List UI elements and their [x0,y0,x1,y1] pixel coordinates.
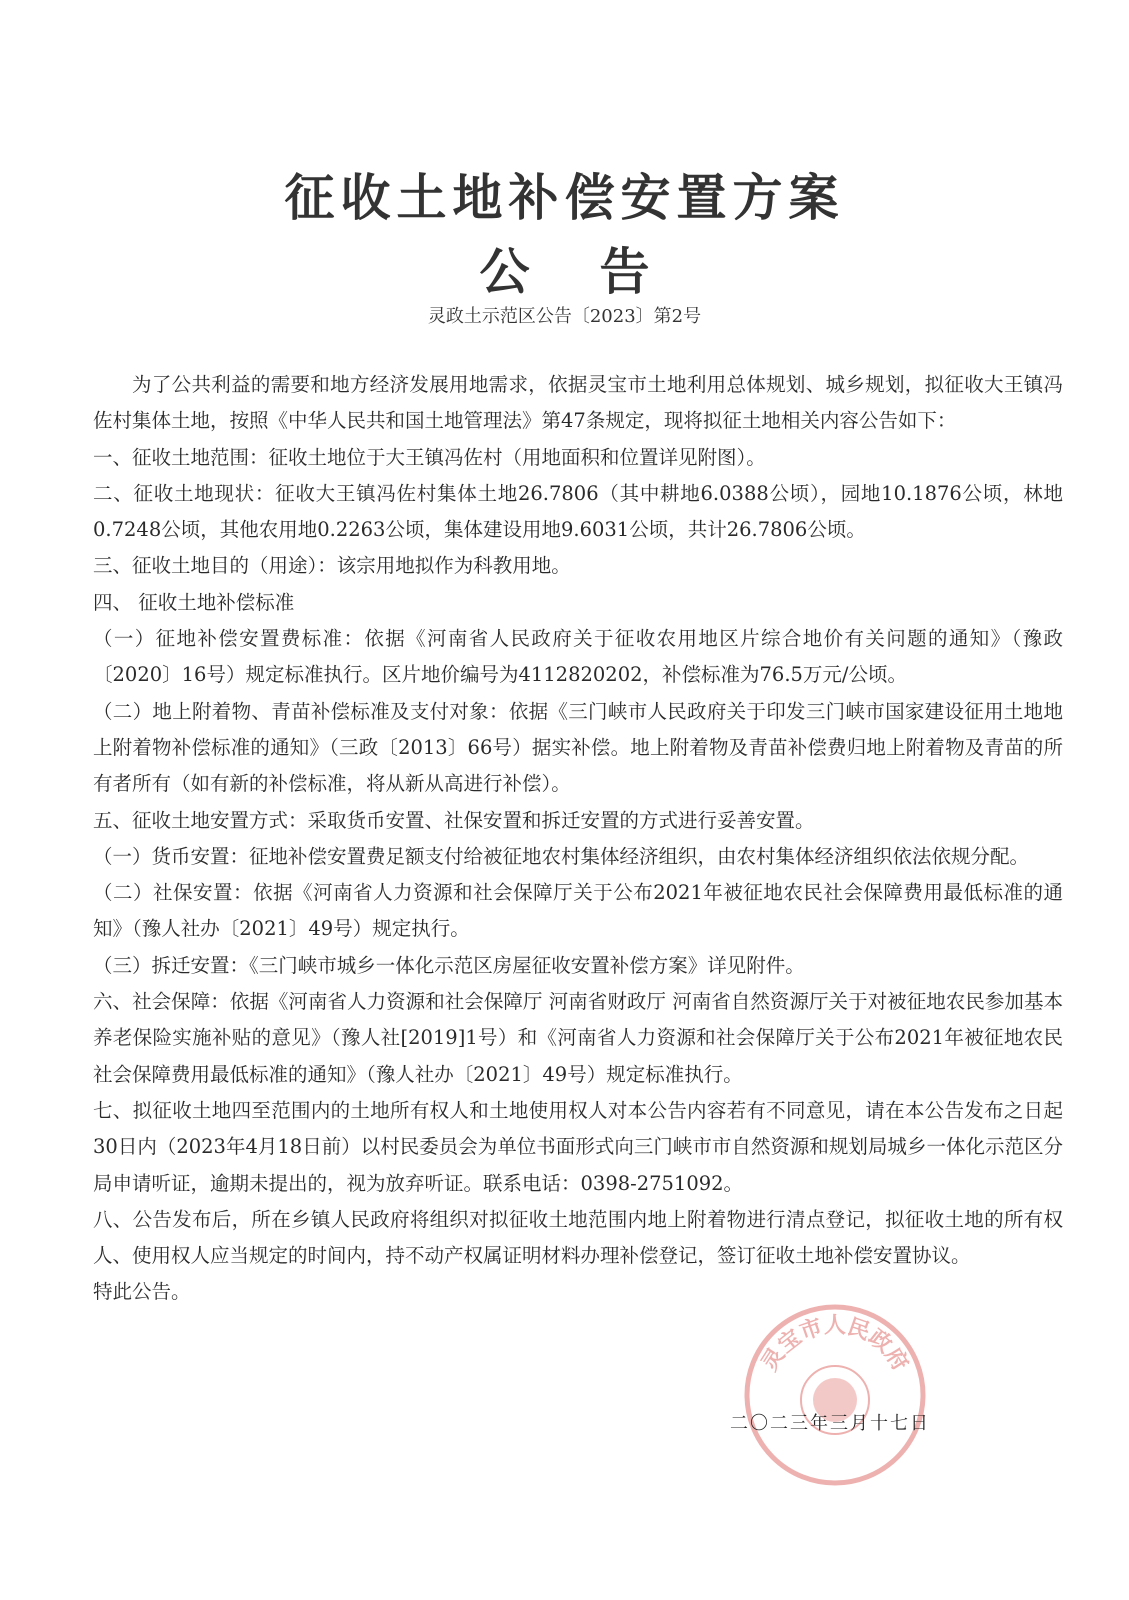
paragraph: 二、征收土地现状：征收大王镇冯佐村集体土地26.7806（其中耕地6.0388公顷），园地10.1876公顷，林地0.7248公顷，其他农用地0.2263公顷，集体建设用地9.6031公顷，共计26.7806公顷。 [93,481,1063,542]
paragraph: 一、征收土地范围：征收土地位于大王镇冯佐村（用地面积和位置详见附图）。 [93,445,766,469]
document-number: 灵政土示范区公告〔2023〕第2号 [427,306,702,327]
closing-line: 特此公告。 [93,1280,191,1304]
paragraph: 八、公告发布后，所在乡镇人民政府将组织对拟征收土地范围内地上附着物进行清点登记，拟征收土地的所有权人、使用权人应当规定的时间内，持不动产权属证明材料办理补偿登记，签订征收土地补偿安置协议。 [93,1207,1063,1268]
paragraph: 七、拟征收土地四至范围内的土地所有权人和土地使用权人对本公告内容若有不同意见，请在本公告发布之日起30日内（2023年4月18日前）以村民委员会为单位书面形式向三门峡市市自然资源和规划局城乡一体化示范区分局申请听证，逾期未提出的，视为放弃听证。联系电话：0398-2751092。 [93,1098,1063,1195]
paragraph: 四、 征收土地补偿标准 [93,590,295,614]
paragraph: （一）征地补偿安置费标准：依据《河南省人民政府关于征收农用地区片综合地价有关问题的通知》（豫政〔2020〕16号）规定标准执行。区片地价编号为4112820202，补偿标准为76.5万元/公顷。 [93,627,1063,687]
document-subtitle: 公告 [479,242,720,301]
paragraph: （二）地上附着物、青苗补偿标准及支付对象：依据《三门峡市人民政府关于印发三门峡市国家建设征用土地地上附着物补偿标准的通知》（三政〔2013〕66号）据实补偿。地上附着物及青苗补偿费归地上附着物及青苗的所有者所有（如有新的补偿标准，将从新从高进行补偿）。 [93,699,1063,796]
document-date: 二〇二三年三月十七日 [730,1413,930,1434]
paragraph: （二）社保安置：依据《河南省人力资源和社会保障厅关于公布2021年被征地农民社会保障费用最低标准的通知》（豫人社办〔2021〕49号）规定执行。 [93,881,1063,941]
paragraph: 五、征收土地安置方式：采取货币安置、社保安置和拆迁安置的方式进行妥善安置。 [93,808,815,832]
document-title: 征收土地补偿安置方案 [284,168,845,227]
paragraph: 六、社会保障：依据《河南省人力资源和社会保障厅 河南省财政厅 河南省自然资源厅关于对被征地农民参加基本养老保险实施补贴的意见》（豫人社[2019]1号）和《河南省人力资源和社会保障厅关于公布2021年被征地农民社会保障费用最低标准的通知》（豫人社办〔2021〕49号）规定标准执行。 [93,990,1063,1086]
official-seal [740,1300,930,1490]
paragraph: （一）货币安置：征地补偿安置费足额支付给被征地农村集体经济组织，由农村集体经济组织依法依规分配。 [93,844,1030,868]
seal-text: 灵宝市人民政府 [757,1313,913,1376]
paragraph: （三）拆迁安置：《三门峡市城乡一体化示范区房屋征收安置补偿方案》详见附件。 [93,953,805,977]
paragraph: 为了公共利益的需要和地方经济发展用地需求，依据灵宝市土地利用总体规划、城乡规划，拟征收大王镇冯佐村集体土地，按照《中华人民共和国土地管理法》第47条规定，现将拟征土地相关内容公告如下： [93,373,1063,433]
paragraph: 三、征收土地目的（用途）：该宗用地拟作为科教用地。 [93,554,571,578]
document-body [93,367,1063,1311]
